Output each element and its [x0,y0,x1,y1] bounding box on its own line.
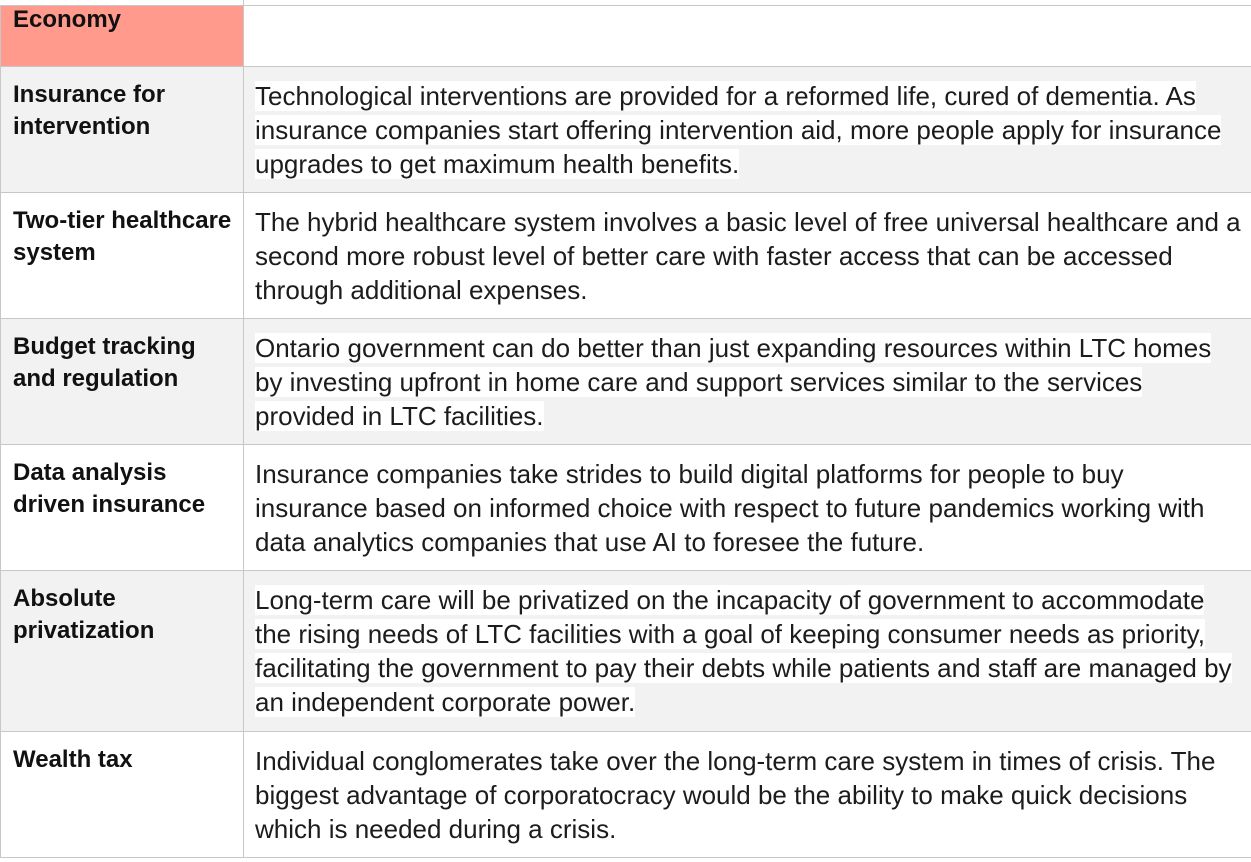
description-cell[interactable] [244,732,1251,858]
table-row [1,732,1251,858]
description-cell[interactable] [244,193,1251,319]
section-header-cell[interactable] [1,6,244,67]
term-cell[interactable]: Absolute privatization [1,571,244,732]
description-text: Individual conglomerates take over the long-term care system in times of crisis. The biggest advantage of corporatocracy would be the ability to make quick decisions which is needed during a crisis. [255,746,1216,844]
description-cell[interactable] [244,67,1251,193]
table-row [1,445,1251,571]
term-cell[interactable]: Two-tier healthcare system [1,193,244,319]
table-row [1,319,1251,445]
term-cell[interactable]: Insurance for intervention [1,67,244,193]
section-header-empty-cell[interactable] [244,6,1251,67]
description-cell[interactable] [244,571,1251,732]
term-cell[interactable]: Data analysis driven insurance [1,445,244,571]
description-text: Technological interventions are provided for a reformed life, cured of dementia. As insurance companies start offering intervention aid, more people apply for insurance upgrades to get maximum health benefits. [255,81,1222,179]
table-row [1,571,1251,732]
economy-table [0,5,1251,858]
description-cell[interactable] [244,445,1251,571]
description-cell[interactable] [244,319,1251,445]
table-row [1,193,1251,319]
section-header-row [1,6,1251,67]
description-text: Ontario government can do better than just expanding resources within LTC homes by investing upfront in home care and support services similar to the services provided in LTC facilities. [255,333,1212,431]
term-cell[interactable]: Budget tracking and regulation [1,319,244,445]
description-text: Insurance companies take strides to build digital platforms for people to buy insurance based on informed choice with respect to future pandemics working with data analytics companies that use AI to foresee the future. [255,459,1205,557]
description-text: The hybrid healthcare system involves a basic level of free universal healthcare and a second more robust level of better care with faster access that can be accessed through additional expenses. [255,207,1241,305]
section-title: Economy [13,6,122,33]
table-row [1,67,1251,193]
description-text: Long-term care will be privatized on the incapacity of government to accommodate the rising needs of LTC facilities with a goal of keeping consumer needs as priority, facilitating the government to pay their debts while patients and staff are managed by an independent corporate power. [255,585,1232,717]
term-cell[interactable]: Wealth tax [1,732,244,858]
